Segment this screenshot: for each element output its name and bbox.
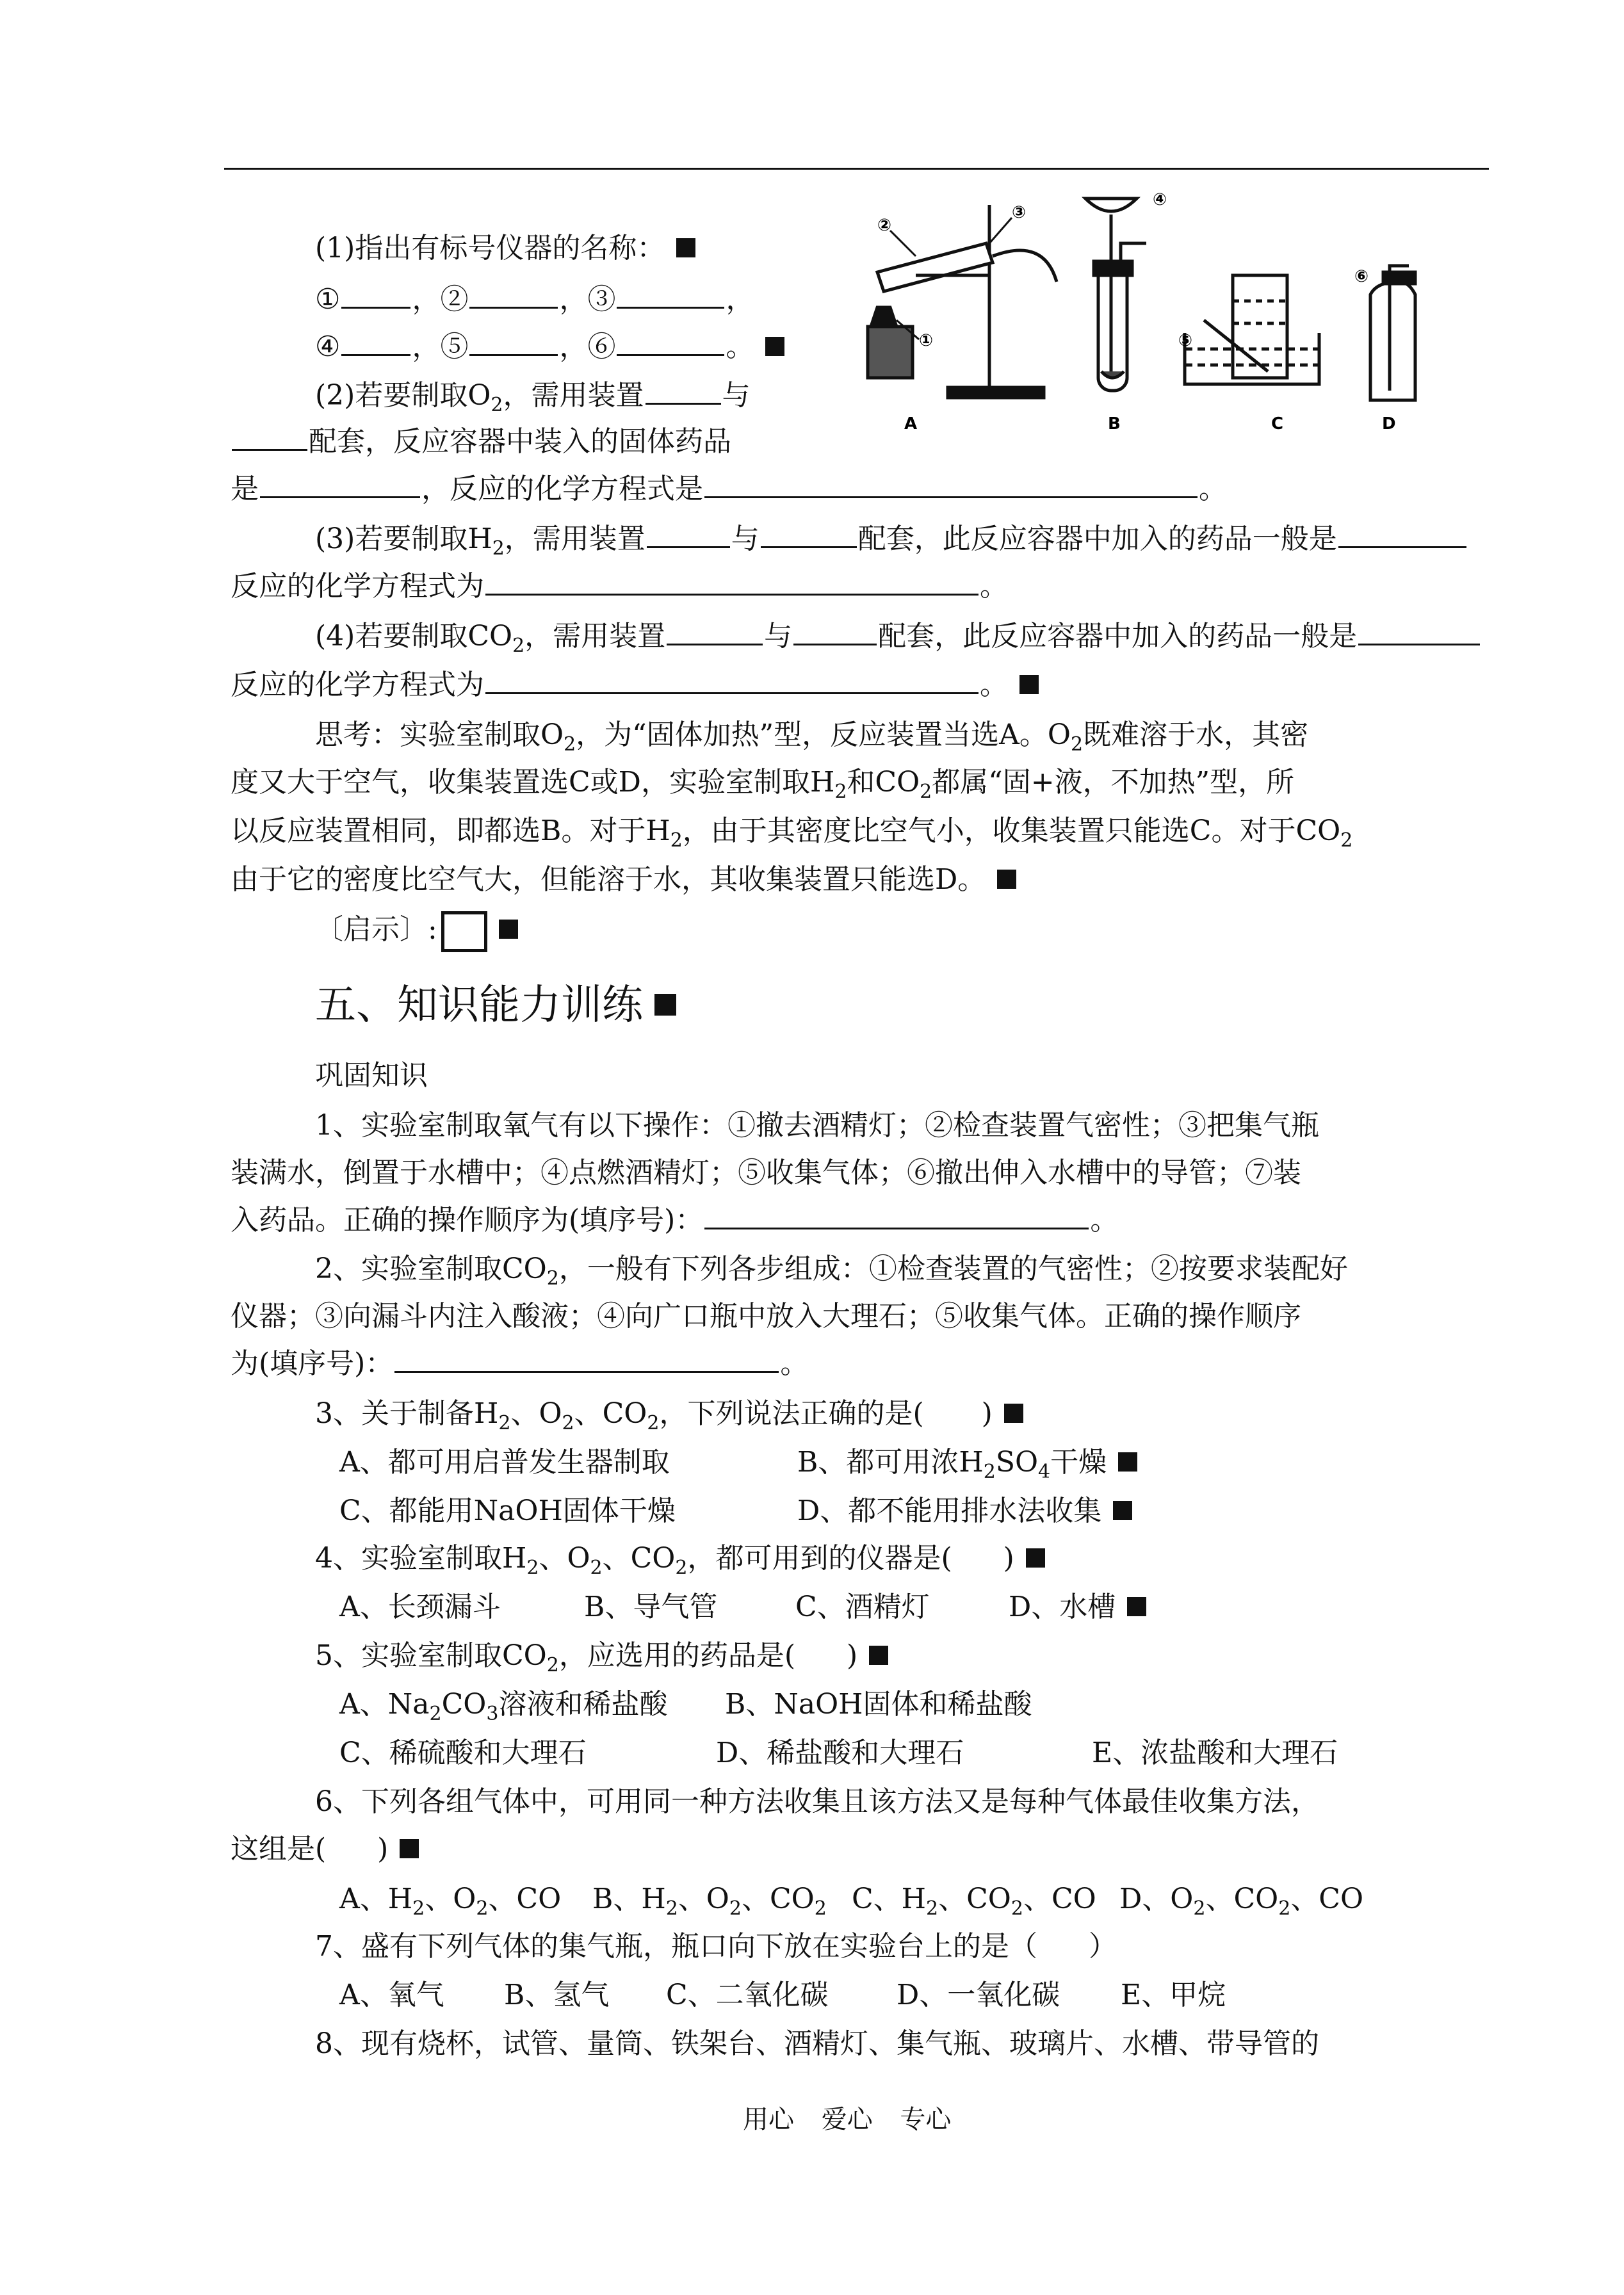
- figure-label-a: A: [904, 414, 918, 434]
- blank-6[interactable]: [617, 328, 724, 356]
- figure-number-6: ⑥: [1354, 267, 1369, 286]
- p4-option-b[interactable]: B、导气管: [584, 1591, 718, 1623]
- think-line4: 由于它的密度比空气大，但能溶于水，其收集装置只能选D。: [231, 861, 1016, 899]
- marker-square: [654, 994, 676, 1016]
- apparatus-a: [868, 205, 1057, 398]
- q3-blank-a[interactable]: [647, 521, 730, 548]
- marker-square: [997, 870, 1016, 889]
- marker-square: [869, 1646, 888, 1665]
- q2-line2: 配套，反应容器中装入的固体药品: [231, 423, 731, 461]
- p6-option-c[interactable]: C、$H_2$、$CO_2$、CO: [852, 1883, 1096, 1920]
- p4-option-c[interactable]: C、酒精灯: [795, 1591, 930, 1623]
- p5-option-a[interactable]: A、$Na_2CO_3$溶液和稀盐酸: [339, 1688, 668, 1725]
- blank-3[interactable]: [617, 281, 724, 309]
- q4-blank-d[interactable]: [485, 667, 978, 694]
- q3-line1: (3)若要制取$H_2$，需用装置 与 配套，此反应容器中加入的药品一般是: [315, 520, 1468, 558]
- q2-blank-d[interactable]: [704, 471, 1198, 498]
- think-line3: 以反应装置相同，即都选B。对于$H_2$，由于其密度比空气小，收集装置只能选C。对于$CO_2$: [231, 815, 1353, 852]
- figure-number-2: ②: [877, 216, 892, 235]
- blank-2[interactable]: [469, 281, 558, 309]
- figure-number-1: ①: [919, 331, 934, 350]
- q4-blank-a[interactable]: [667, 618, 763, 645]
- p2-line1: 2、实验室制取$CO_2$，一般有下列各步组成：①检查装置的气密性；②按要求装配好: [315, 1253, 1348, 1290]
- figure-number-3: ③: [1012, 203, 1027, 222]
- p5-option-b[interactable]: B、NaOH固体和稀盐酸: [725, 1688, 1032, 1721]
- marker-square: [1118, 1452, 1137, 1472]
- q1-row1: ① ，② ，③ ，: [315, 280, 754, 319]
- p1-line1: 1、实验室制取氧气有以下操作：①撤去酒精灯；②检查装置气密性；③把集气瓶: [315, 1109, 1319, 1142]
- p5-stem: 5、实验室制取$CO_2$，应选用的药品是( ): [315, 1637, 888, 1675]
- apparatus-d: [1370, 266, 1415, 400]
- figure-label-b: B: [1108, 414, 1121, 434]
- marker-square: [676, 238, 695, 257]
- q3-blank-c[interactable]: [1338, 521, 1466, 548]
- page-footer: 用心 爱心 专心: [743, 2105, 952, 2134]
- marker-square: [1019, 675, 1039, 694]
- think-line2: 度又大于空气，收集装置选C或D，实验室制取$H_2$和$CO_2$都属“固+液，不加热”型，所: [231, 766, 1295, 803]
- figure-number-4: ④: [1153, 190, 1167, 209]
- blank-5[interactable]: [469, 328, 558, 356]
- p3-option-b[interactable]: B、都可用浓$H_2SO_4$干燥: [797, 1443, 1137, 1482]
- q3-blank-b[interactable]: [761, 521, 857, 548]
- blank-4[interactable]: [341, 328, 410, 356]
- consolidate-heading: 巩固知识: [315, 1059, 428, 1092]
- p7-option-c[interactable]: C、二氧化碳: [666, 1979, 829, 2011]
- q1-row2: ④ ，⑤ ，⑥ 。: [315, 328, 784, 366]
- q4-blank-c[interactable]: [1358, 618, 1480, 645]
- marker-square: [765, 337, 784, 356]
- p7-option-b[interactable]: B、氢气: [504, 1979, 610, 2011]
- p3-option-d[interactable]: D、都不能用排水法收集: [797, 1492, 1132, 1530]
- marker-square: [1113, 1501, 1132, 1520]
- blank-1[interactable]: [341, 281, 410, 309]
- p1-line3: 入药品。正确的操作顺序为(填序号)： 。: [231, 1201, 1118, 1240]
- p5-option-e[interactable]: E、浓盐酸和大理石: [1092, 1737, 1338, 1769]
- think-line1: 思考：实验室制取$O_2$，为“固体加热”型，反应装置当选A。$O_2$既难溶于水，其密: [315, 718, 1309, 756]
- marker-square: [1127, 1597, 1146, 1616]
- p4-stem: 4、实验室制取$H_2$、$O_2$、$CO_2$，都可用到的仪器是( ): [315, 1539, 1045, 1578]
- q3-line2: 反应的化学方程式为 。: [231, 567, 1008, 606]
- p5-option-d[interactable]: D、稀盐酸和大理石: [716, 1737, 964, 1769]
- p4-option-a[interactable]: A、长颈漏斗: [339, 1591, 501, 1623]
- p4-option-d[interactable]: D、水槽: [1009, 1588, 1146, 1626]
- p3-option-c[interactable]: C、都能用NaOH固体干燥: [339, 1495, 676, 1527]
- apparatus-figure: [858, 179, 1511, 448]
- p7-option-e[interactable]: E、甲烷: [1121, 1979, 1226, 2011]
- q1-title: (1)指出有标号仪器的名称：: [315, 229, 695, 268]
- marker-square: [400, 1839, 419, 1858]
- p6-line1: 6、下列各组气体中，可用同一种方法收集且该方法又是每种气体最佳收集方法，: [315, 1785, 1319, 1818]
- p2-line3: 为(填序号)： 。: [231, 1345, 808, 1383]
- q2-line3: 是 ，反应的化学方程式是 。: [231, 470, 1227, 508]
- p6-option-b[interactable]: B、$H_2$、$O_2$、$CO_2$: [592, 1883, 827, 1920]
- p7-stem: 7、盛有下列气体的集气瓶，瓶口向下放在实验台上的是（ ）: [315, 1930, 1117, 1963]
- marker-square: [1026, 1548, 1045, 1568]
- q4-line2: 反应的化学方程式为 。: [231, 666, 1039, 704]
- q2-line1: (2)若要制取$O_2$，需用装置 与: [315, 377, 751, 415]
- p1-blank[interactable]: [704, 1202, 1089, 1229]
- q2-blank-a[interactable]: [646, 377, 721, 405]
- p3-option-a[interactable]: A、都可用启普发生器制取: [339, 1446, 670, 1479]
- header-rule: [224, 168, 1489, 170]
- p8-line1: 8、现有烧杯，试管、量筒、铁架台、酒精灯、集气瓶、玻璃片、水槽、带导管的: [315, 2027, 1319, 2060]
- p3-stem: 3、关于制备$H_2$、$O_2$、$CO_2$，下列说法正确的是( ): [315, 1395, 1023, 1433]
- q4-blank-b[interactable]: [793, 618, 877, 645]
- p6-option-a[interactable]: A、$H_2$、$O_2$、CO: [339, 1883, 562, 1920]
- figure-label-c: C: [1271, 414, 1284, 434]
- hint-line: 〔启示〕:: [315, 911, 518, 952]
- q4-line1: (4)若要制取$CO_2$，需用装置 与 配套，此反应容器中加入的药品一般是: [315, 617, 1481, 656]
- p7-option-a[interactable]: A、氧气: [339, 1979, 444, 2011]
- p7-option-d[interactable]: D、一氧化碳: [897, 1979, 1060, 2011]
- q3-blank-d[interactable]: [485, 568, 978, 596]
- hint-box[interactable]: [441, 911, 487, 952]
- figure-label-d: D: [1382, 414, 1396, 434]
- p5-option-c[interactable]: C、稀硫酸和大理石: [339, 1737, 587, 1769]
- p6-line2: 这组是( ): [231, 1830, 419, 1869]
- q2-blank-c[interactable]: [260, 471, 420, 498]
- apparatus-c: [1185, 275, 1319, 384]
- p2-line2: 仪器；③向漏斗内注入酸液；④向广口瓶中放入大理石；⑤收集气体。正确的操作顺序: [231, 1300, 1301, 1333]
- marker-square: [499, 920, 518, 939]
- q2-blank-b[interactable]: [232, 423, 307, 451]
- section-title: 五、知识能力训练: [315, 980, 676, 1031]
- figure-number-5: ⑤: [1178, 331, 1193, 350]
- p2-blank[interactable]: [394, 1345, 779, 1373]
- p1-line2: 装满水，倒置于水槽中；④点燃酒精灯；⑤收集气体；⑥撤出伸入水槽中的导管；⑦装: [231, 1156, 1301, 1189]
- marker-square: [1004, 1404, 1023, 1423]
- apparatus-b: [1085, 199, 1146, 391]
- p6-option-d[interactable]: D、$O_2$、$CO_2$、CO: [1119, 1883, 1364, 1920]
